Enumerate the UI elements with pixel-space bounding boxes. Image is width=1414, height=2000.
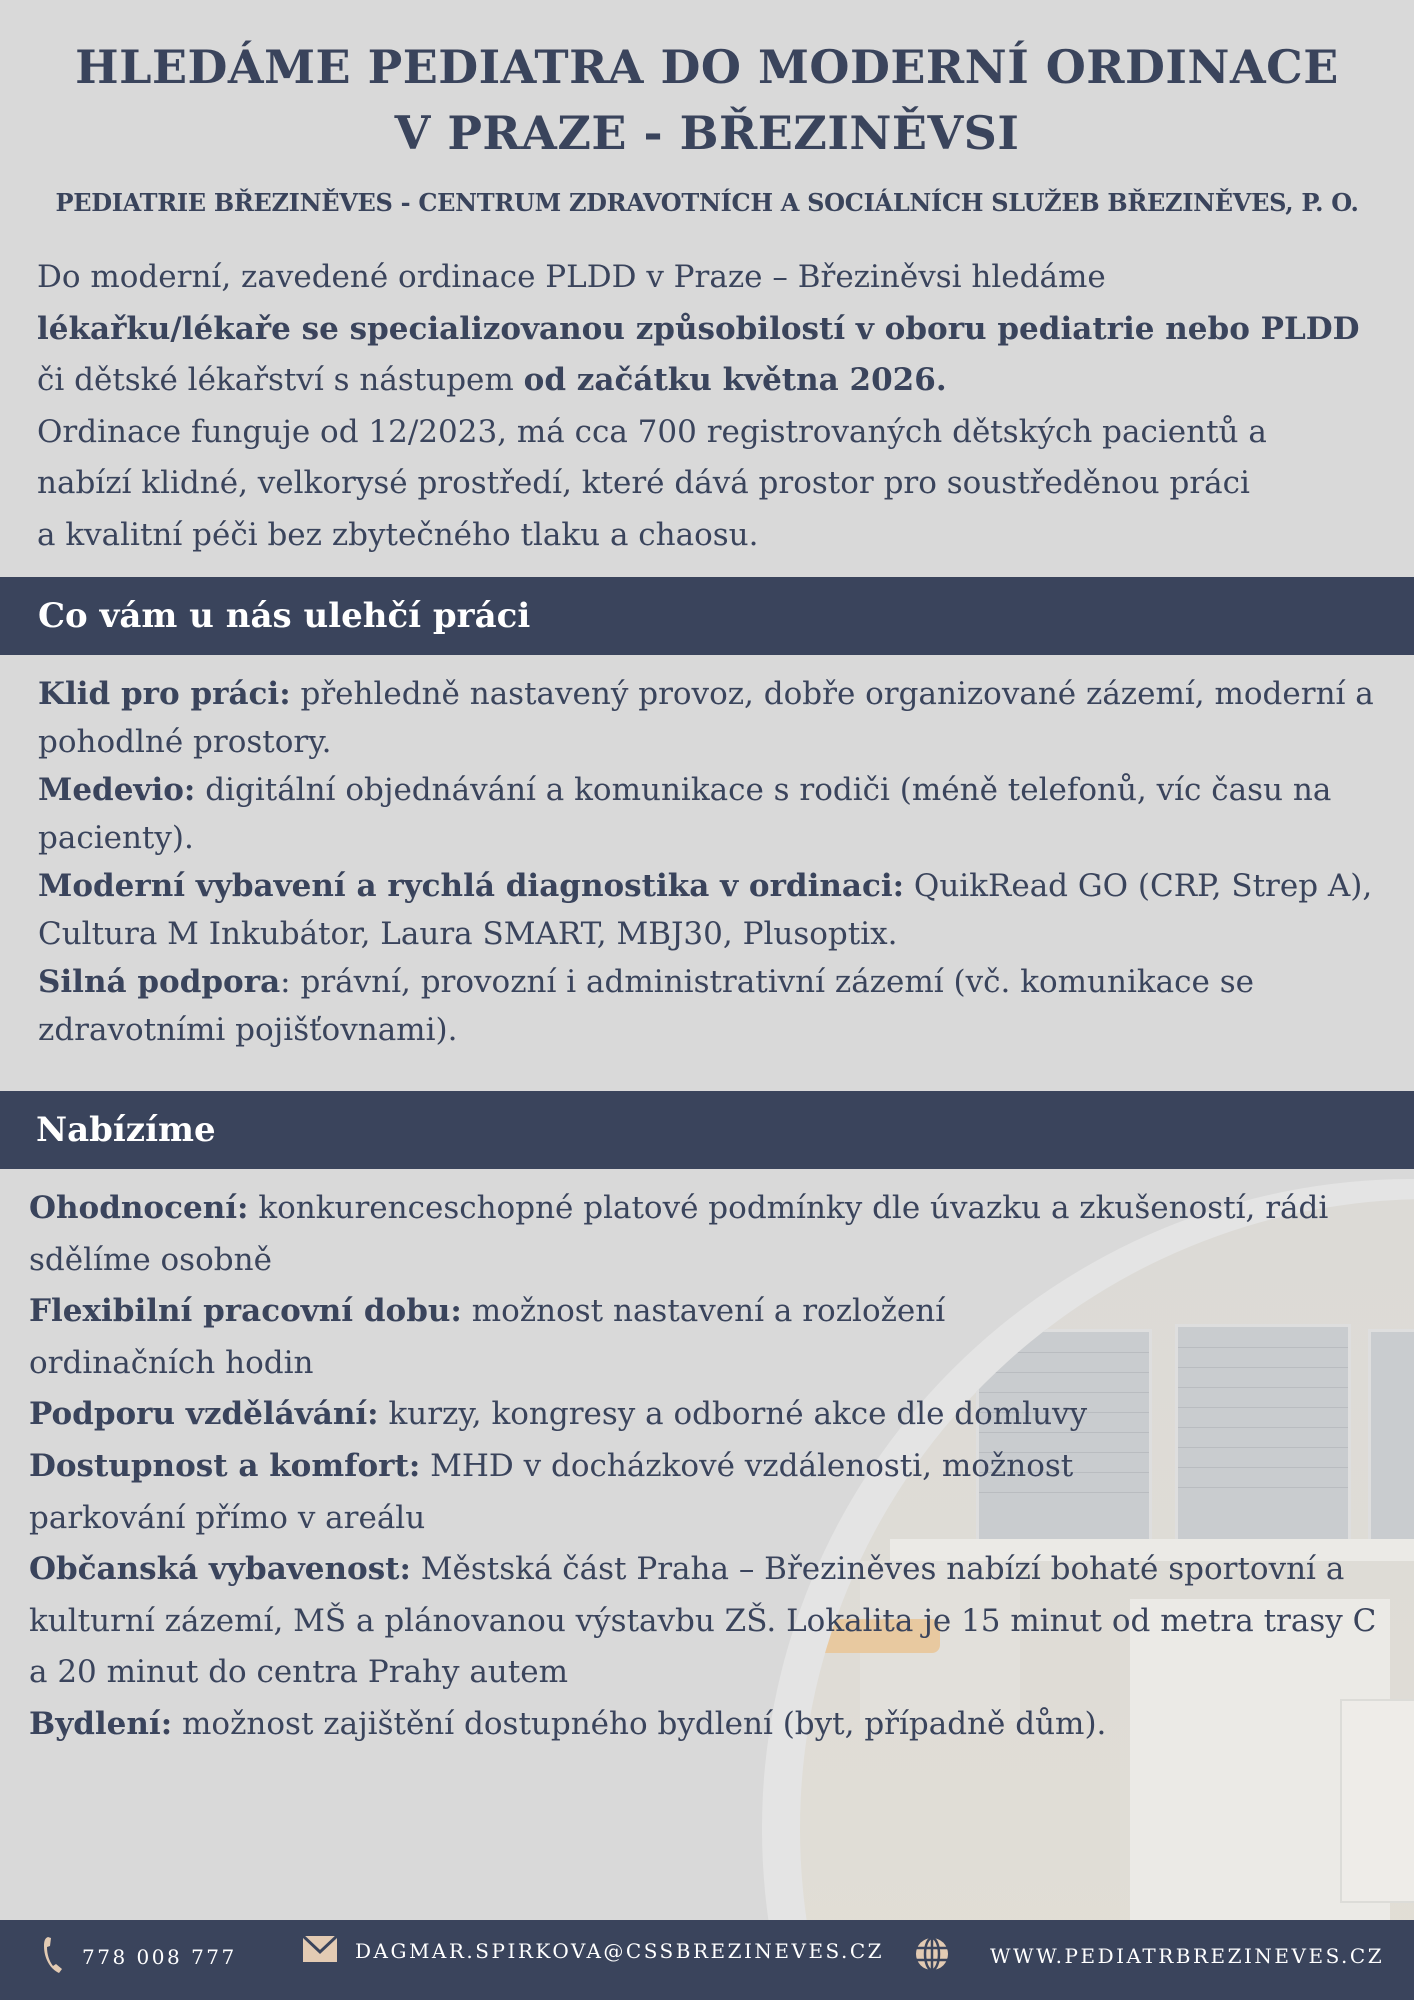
item-text: MHD v docházkové vzdálenosti, možnost [420, 1447, 1074, 1484]
item-label: Medevio: [38, 772, 196, 808]
item-text: přehledně nastavený provoz, dobře organizované zázemí, moderní a pohodlné prostory. [38, 676, 1374, 760]
item-text: možnost nastavení a rozložení [461, 1293, 946, 1330]
globe-icon [914, 1936, 950, 1976]
section-heading-offer: Nabízíme [0, 1091, 1414, 1169]
intro-start-date-bold: od začátku května 2026. [523, 362, 947, 398]
phone-contact[interactable] [42, 1936, 237, 1978]
title-line-2: V PRAZE - BŘEZINĚVSI [394, 106, 1020, 160]
email-address[interactable]: DAGMAR.SPIRKOVA@CSSBREZINEVES.CZ [355, 1939, 885, 1963]
list-item [29, 1544, 1379, 1699]
website-url[interactable]: WWW.PEDIATRBREZINEVES.CZ [990, 1944, 1385, 1968]
item-label: Ohodnocení: [29, 1190, 249, 1226]
benefits-list [38, 670, 1378, 1054]
item-label: Podporu vzdělávání: [29, 1396, 379, 1433]
item-text: Městská část Praha – Březiněves nabízí bohaté sportovní a kulturní zázemí, MŠ a plánovanou výstavbu ZŠ. Lokalita je 15 minut od metra trasy C a 20 minut do centra Prahy autem [29, 1551, 1377, 1691]
intro-line: a kvalitní péči bez zbytečného tlaku a chaosu. [37, 516, 759, 553]
envelope-icon [303, 1936, 337, 1966]
item-label: Flexibilní pracovní dobu: [29, 1293, 462, 1330]
contact-footer [0, 1920, 1414, 2000]
item-text: možnost zajištění dostupného bydlení (byt, případně dům). [172, 1705, 1107, 1742]
title-line-1: HLEDÁME PEDIATRA DO MODERNÍ ORDINACE [75, 40, 1339, 94]
item-label: Moderní vybavení a rychlá diagnostika v ordinaci: [38, 868, 905, 904]
list-item [29, 1389, 1379, 1441]
item-text: parkování přímo v areálu [29, 1499, 426, 1536]
website-contact[interactable] [914, 1936, 1384, 1976]
list-item [29, 1441, 1379, 1544]
list-item [38, 766, 1378, 862]
organization-subtitle: PEDIATRIE BŘEZINĚVES - CENTRUM ZDRAVOTNÍCH A SOCIÁLNÍCH SLUŽEB BŘEZINĚVES, P. O. [55, 188, 1359, 217]
page-title [0, 34, 1414, 166]
item-label: Dostupnost a komfort: [29, 1447, 421, 1484]
intro-line: Do moderní, zavedené ordinace PLDD v Praze – Březiněvsi hledáme [37, 259, 1106, 295]
section-heading-benefits: Co vám u nás ulehčí práci [0, 577, 1414, 655]
email-contact[interactable] [303, 1936, 884, 1966]
item-label: Silná podpora [38, 964, 281, 1000]
intro-line: nabízí klidné, velkorysé prostředí, které dává prostor pro soustředěnou práci [37, 465, 1250, 501]
item-text: konkurenceschopné platové podmínky dle úvazku a zkušeností, rádi sdělíme osobně [29, 1190, 1329, 1278]
intro-line: či dětské lékařství s nástupem [37, 362, 524, 398]
list-item [38, 670, 1378, 766]
item-label: Občanská vybavenost: [29, 1551, 411, 1588]
list-item [29, 1699, 1379, 1751]
list-item [29, 1286, 1379, 1389]
item-text: QuikRead GO (CRP, Strep A), Cultura M Inkubátor, Laura SMART, MBJ30, Plusoptix. [38, 868, 1373, 952]
list-item [38, 958, 1378, 1054]
intro-position-bold: lékařku/lékaře se specializovanou způsobilostí v oboru pediatrie nebo PLDD [37, 310, 1360, 347]
intro-line: Ordinace funguje od 12/2023, má cca 700 registrovaných dětských pacientů a [37, 413, 1267, 450]
phone-icon [42, 1936, 64, 1978]
phone-number[interactable]: 778 008 777 [82, 1945, 237, 1969]
item-text: kurzy, kongresy a odborné akce dle domluvy [378, 1396, 1088, 1433]
list-item [29, 1183, 1379, 1286]
offer-list [29, 1183, 1379, 1751]
intro-paragraph [37, 252, 1377, 561]
list-item [38, 862, 1378, 958]
item-text: digitální objednávání a komunikace s rodiči (méně telefonů, víc času na pacienty). [38, 772, 1332, 856]
item-text: : právní, provozní i administrativní zázemí (vč. komunikace se zdravotními pojišťovnami). [38, 964, 1254, 1048]
item-text: ordinačních hodin [29, 1344, 314, 1381]
item-label: Klid pro práci: [38, 676, 291, 712]
item-label: Bydlení: [29, 1705, 173, 1742]
